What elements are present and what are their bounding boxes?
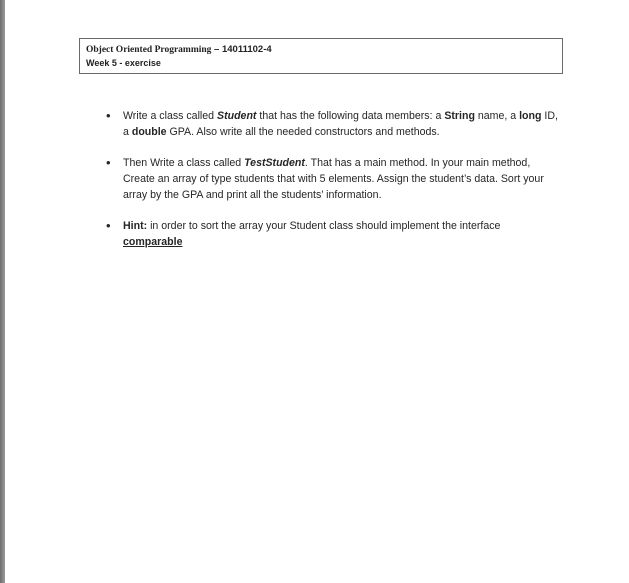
emphasis-comparable: comparable — [123, 236, 183, 248]
text-segment: that has the following data members: a — [256, 110, 445, 122]
course-code: 14011102-4 — [221, 44, 272, 55]
exercise-bullet-list — [106, 108, 561, 250]
title-dash: – — [211, 44, 222, 55]
emphasis-long: long — [519, 110, 542, 122]
bullet-teststudent-class — [106, 155, 561, 203]
emphasis-student: Student — [217, 110, 257, 122]
text-segment: GPA. Also write all the needed constructors and methods. — [166, 126, 440, 138]
bullet-dot-icon: • — [106, 218, 111, 233]
text-segment: ID, a — [123, 110, 558, 138]
hint-label: Hint: — [123, 220, 148, 232]
bullet-student-class — [106, 108, 561, 140]
emphasis-double: double — [131, 126, 167, 138]
bullet-hint — [106, 218, 561, 250]
text-segment: name, a — [474, 110, 520, 122]
page-left-edge — [0, 0, 5, 583]
header-subtitle: Week 5 - exercise — [86, 58, 161, 68]
text-segment: . That has a main method. In your main method, Create an array of type students that with 5 elements. Assign the student’s data. Sort your array by the GPA and print all the students’ information. — [123, 157, 544, 201]
text-segment: Write a class called — [123, 110, 218, 122]
course-title: Object Oriented Programming — [86, 45, 212, 55]
bullet-dot-icon: • — [106, 108, 111, 123]
emphasis-teststudent: TestStudent — [244, 157, 305, 169]
document-header-box — [79, 38, 563, 74]
emphasis-string: String — [444, 110, 475, 122]
bullet-dot-icon: • — [106, 155, 111, 170]
header-course-line — [86, 43, 562, 57]
text-segment: Then Write a class called — [123, 157, 245, 169]
text-segment: in order to sort the array your Student class should implement the interface — [147, 220, 501, 232]
